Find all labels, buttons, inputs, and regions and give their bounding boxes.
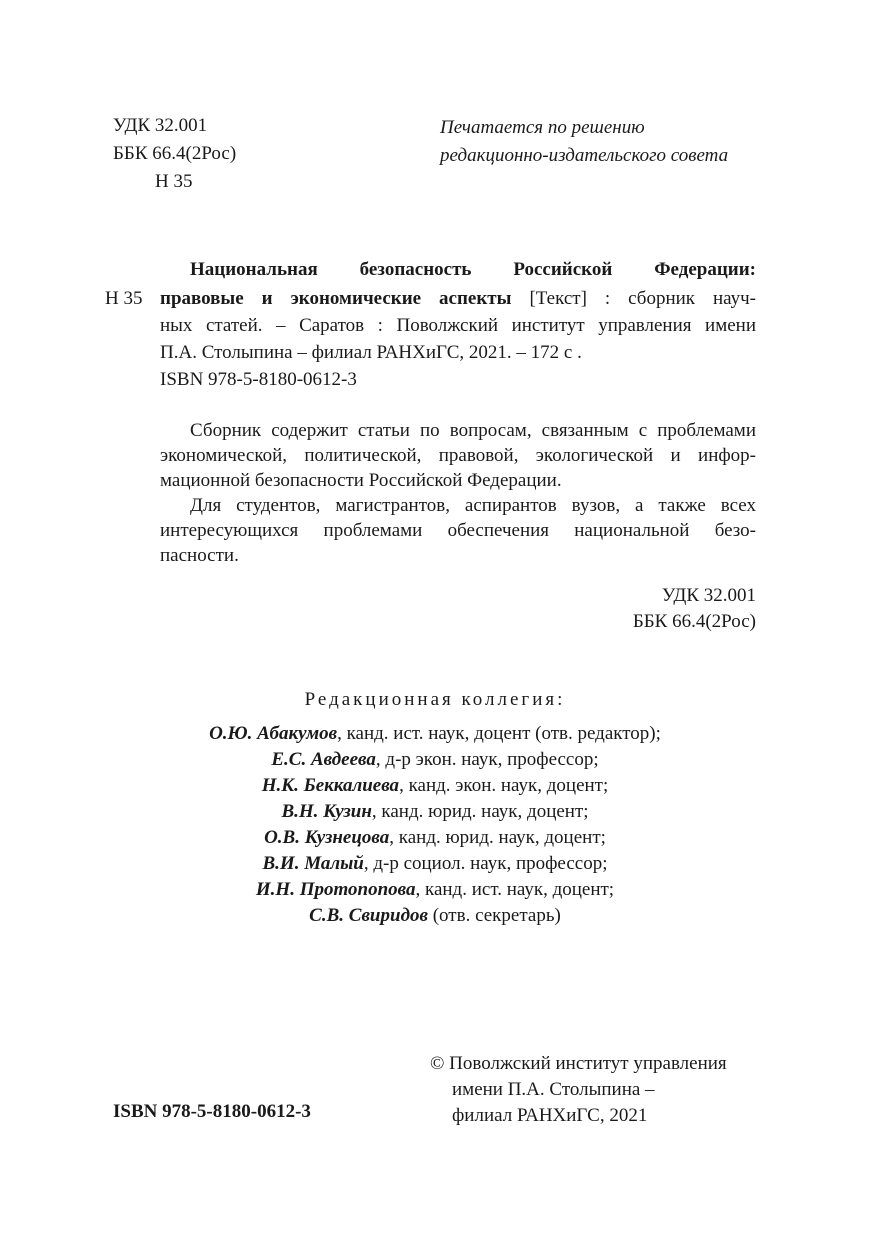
editor-name: И.Н. Протопопова (255, 879, 416, 900)
udk-code-bottom: УДК 32.001 (661, 585, 756, 606)
editor-name: О.Ю. Абакумов (209, 723, 338, 744)
bbk-code-bottom: ББК 66.4(2Рос) (632, 611, 756, 632)
editor-info: (отв. секретарь) (427, 905, 561, 926)
editor-info: , д-р социол. наук, профессор; (363, 853, 608, 874)
footer-isbn: ISBN 978-5-8180-0612-3 (113, 1101, 311, 1122)
catalog-line3: ных статей. – Саратов : Поволжский институт управления имени (160, 315, 756, 336)
editor-info: , д-р экон. наук, профессор; (375, 749, 599, 770)
editor-member (120, 722, 750, 746)
editor-info: , канд. ист. наук, доцент; (415, 879, 615, 900)
editor-member (120, 852, 750, 876)
publication-note-line1: Печатается по решению (440, 117, 645, 138)
catalog-author-sign: Н 35 (105, 288, 143, 309)
publication-note-line2: редакционно-издательского совета (440, 145, 729, 166)
editor-name: Н.К. Беккалиева (261, 775, 400, 796)
editor-info: , канд. юрид. наук, доцент; (371, 801, 589, 822)
catalog-isbn: ISBN 978-5-8180-0612-3 (160, 369, 357, 390)
editor-member (120, 826, 750, 850)
editor-member (120, 748, 750, 772)
editor-member (120, 878, 750, 902)
catalog-title-type: [Текст] : сборник науч- (511, 288, 756, 309)
abstract-p1-line1: Сборник содержит статьи по вопросам, связанным с проблемами (190, 420, 756, 441)
copyright-line1: © Поволжский институт управления (430, 1053, 727, 1074)
editor-member (120, 904, 750, 928)
copyright-line2: имени П.А. Столыпина – (452, 1079, 655, 1100)
editor-name: В.Н. Кузин (281, 801, 372, 822)
editorial-board-heading: Редакционная коллегия: (304, 689, 566, 710)
bbk-code: ББК 66.4(2Рос) (113, 143, 237, 164)
editor-info: , канд. экон. наук, доцент; (399, 775, 609, 796)
editor-info: , канд. ист. наук, доцент (отв. редактор); (337, 723, 661, 744)
editor-name: В.И. Малый (262, 853, 364, 874)
catalog-line4: П.А. Столыпина – филиал РАНХиГС, 2021. – 172 с . (160, 342, 582, 363)
editor-name: Е.С. Авдеева (271, 749, 376, 770)
abstract-p1-line3: мационной безопасности Российской Федерации. (160, 470, 562, 491)
editor-info: , канд. юрид. наук, доцент; (389, 827, 606, 848)
udk-code: УДК 32.001 (113, 115, 208, 136)
catalog-title-line2 (160, 287, 756, 311)
editor-name: О.В. Кузнецова (264, 827, 390, 848)
abstract-p2-line1: Для студентов, магистрантов, аспирантов вузов, а также всех (190, 495, 756, 516)
abstract-p2-line2: интересующихся проблемами обеспечения национальной безо- (160, 520, 756, 541)
editor-member (120, 800, 750, 824)
editor-name: С.В. Свиридов (309, 905, 428, 926)
copyright-line3: филиал РАНХиГС, 2021 (452, 1105, 648, 1126)
catalog-title-subtitle: правовые и экономические аспекты (160, 288, 512, 309)
editor-member (120, 774, 750, 798)
abstract-p1-line2: экономической, политической, правовой, экологической и инфор- (160, 445, 756, 466)
abstract-p2-line3: пасности. (160, 545, 239, 566)
catalog-title-line1: Национальная безопасность Российской Федерации: (190, 259, 756, 280)
author-sign: Н 35 (155, 171, 193, 192)
